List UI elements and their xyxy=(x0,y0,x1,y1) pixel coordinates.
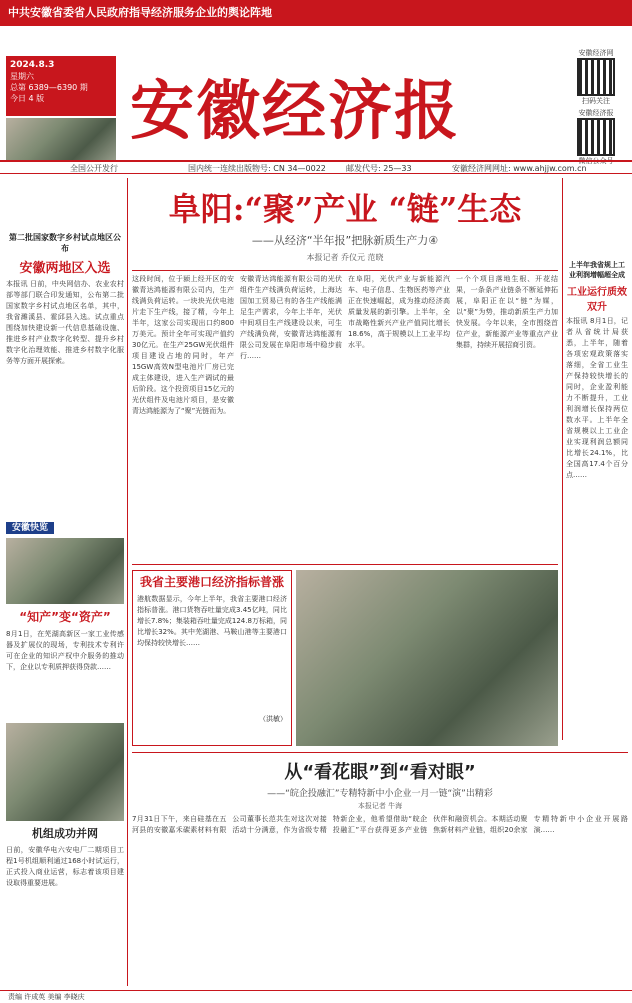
top-banner: 中共安徽省委省人民政府指导经济服务企业的舆论阵地 xyxy=(0,0,632,26)
second-byline: 本报记者 牛海 xyxy=(357,802,403,810)
second-subtitle: ——“皖企投融汇”专精特新中小企业一月一链“演”出精彩 xyxy=(267,789,493,799)
left-headline-kicker: 第二批国家数字乡村试点地区公布 xyxy=(9,233,121,253)
site-url[interactable]: 安徽经济网网址: www.ahjjw.com.cn xyxy=(452,164,587,173)
cn-code: 国内统一连续出版物号: CN 34—0022 xyxy=(188,164,326,173)
footer xyxy=(0,990,632,1003)
qr1-caption: 扫码关注 xyxy=(582,97,610,105)
post-code: 邮发代号: 25—33 xyxy=(346,164,412,173)
second-title: 从“看花眼”到“看对眼” xyxy=(284,762,476,783)
news3-body: 日前，安徽华电六安电厂二期项目工程1号机组顺利通过168小时试运行，正式投入商业运营，标志着该项目建设取得重要进展。 xyxy=(6,846,124,887)
port-body: 港航数据显示，今年上半年，我省主要港口经济指标普涨。港口货物吞吐量完成3.45亿吨，同比增长7.8%；集装箱吞吐量完成124.8万标箱，同比增长32%。其中芜湖港、马鞍山港等主要港口均保持较快增长…… xyxy=(137,595,287,647)
section-tag: 安徽快览 xyxy=(6,522,54,534)
public-label: 全国公开发行 xyxy=(70,164,118,173)
left-headline: 安徽两地区入选 xyxy=(19,261,111,276)
qr2-label: 安徽经济报 xyxy=(578,109,614,117)
lead-head xyxy=(132,184,558,268)
issue-weekday: 星期六 xyxy=(10,72,34,81)
left-column xyxy=(6,178,124,986)
qr1-label: 安徽经济网 xyxy=(578,49,614,57)
masthead-photo xyxy=(6,118,116,162)
lead-body-col3: 在阜阳，光伏产业与新能源汽车、电子信息、生物医药等产业正在快速崛起，成为推动经济高质量发展的新引擎。上半年，全市战略性新兴产业产值同比增长18.6%，高于规模以上工业平均水平。 xyxy=(348,275,450,349)
issue-total: 总第 6389—6390 期 xyxy=(10,83,88,92)
issue-box xyxy=(6,56,116,116)
lead-subtitle: ——从经济“半年报”把脉新质生产力④ xyxy=(251,234,439,247)
lead-photo xyxy=(296,570,558,746)
right-headline: 工业运行质效双升 xyxy=(567,287,627,313)
news-photo xyxy=(6,723,124,821)
qr-code-icon[interactable] xyxy=(577,58,615,96)
lead-byline: 本报记者 乔仪元 范晓 xyxy=(306,253,384,262)
newspaper-logo: 安徽经济报 xyxy=(130,74,460,149)
publication-info-line xyxy=(0,160,632,174)
lead-body-col2: 安徽青达鸿能源有限公司的光伏组件生产线满负荷运转，上海达国加工贸易已有的各生产线能满足生产需求，今年上半年，光伏中间项目生产线建设以来，可生产线满负荷，安徽青达鸿能源有限公司发展在阜阳市场中稳步前行…… xyxy=(240,275,342,360)
news2-body: 8月1日，在芜湖高新区一家工业传感器及扩展仪的现场，专利技术专利许可在企业的知识产权中介服务的推动下，企业以专利质押获得贷款…… xyxy=(6,630,124,671)
news2-title: “知产”变“资产” xyxy=(19,610,111,624)
second-body: 7月31日下午，来自硅基在五河县的安徽嘉禾碳素材料有限公司董事长范共生对这次对接活动十分满意，作为省级专精特新企业，他希望借助“皖企投融汇”平台获得更多产业链伙伴和融资机会。本期活动聚焦新材料产业链，组织20余家专精特新中小企业开展路演…… xyxy=(132,815,628,834)
masthead xyxy=(0,26,632,166)
issue-date: 2024.8.3 xyxy=(10,60,55,70)
port-editor: （洪敏） xyxy=(259,715,287,723)
lead-body-col1: 这段时间，位于颍上经开区的安徽青达鸿能源有限公司内，生产线满负荷运转。一块块光伏电池片走下生产线，接了精，今年上半年，这家公司实现出口约800万美元。预计全年可实现产值约30亿元。在生产25GW光伏组件项目建设占地的同时，年产15GW高效N型电池片厂房已完成主体建设，进入生产调试的最后阶段。这个投资项目15亿元的光伏组件及电池片项目，是安徽青达鸿能源为了“聚”光链而为。 xyxy=(132,275,234,415)
lead-title: 阜阳:“聚”产业 “链”生态 xyxy=(168,190,522,228)
footer-editor: 责编 许成英 美编 李晓庆 xyxy=(8,993,85,1001)
qr-block-2 xyxy=(566,108,626,166)
port-box xyxy=(132,570,292,746)
right-article-body: 本报讯 8月1日，记者从省统计局获悉，上半年，随着各项宏观政策落实落细，全省工业生产保持较快增长的同时，企业盈利能力不断提升，工业利润增长保持两位数水平。上半年全省规模以上工业企业实现利润总额同比增长24.1%，比全国高17.4个百分点…… xyxy=(566,317,628,479)
right-column xyxy=(566,260,628,740)
news3-title: 机组成功并网 xyxy=(32,827,98,840)
right-kicker: 上半年我省规上工业利润增幅超全成 xyxy=(569,261,625,279)
port-title: 我省主要港口经济指标普涨 xyxy=(139,575,284,589)
news-photo xyxy=(6,538,124,604)
left-article-body: 本报讯 日前，中央网信办、农业农村部等部门联合印发通知，公布第二批国家数字乡村试点地区名单，其中，我省濉溪县、霍邱县入选。试点重点围绕加快建设新一代信息基础设施、推进乡村产业数字化转型、提升乡村数字化治理效能、推进乡村数字化服务等方面开展探索。 xyxy=(6,280,124,365)
qr-code-icon[interactable] xyxy=(577,118,615,156)
qr2-caption: 微信公众号 xyxy=(578,157,614,165)
issue-pages: 今日 4 版 xyxy=(10,94,45,103)
qr-block-1 xyxy=(566,48,626,106)
lead-body-col4: 一个个项目落地生根、开花结果，一条条产业链条不断延伸拓展，阜阳正在以“链”为媒，以“聚”为势，推动新质生产力加快发展。今年以来，全市围绕首位产业，新能源产业等重点产业集群，持续开展招商引资。 xyxy=(456,275,558,349)
second-head xyxy=(132,758,628,808)
